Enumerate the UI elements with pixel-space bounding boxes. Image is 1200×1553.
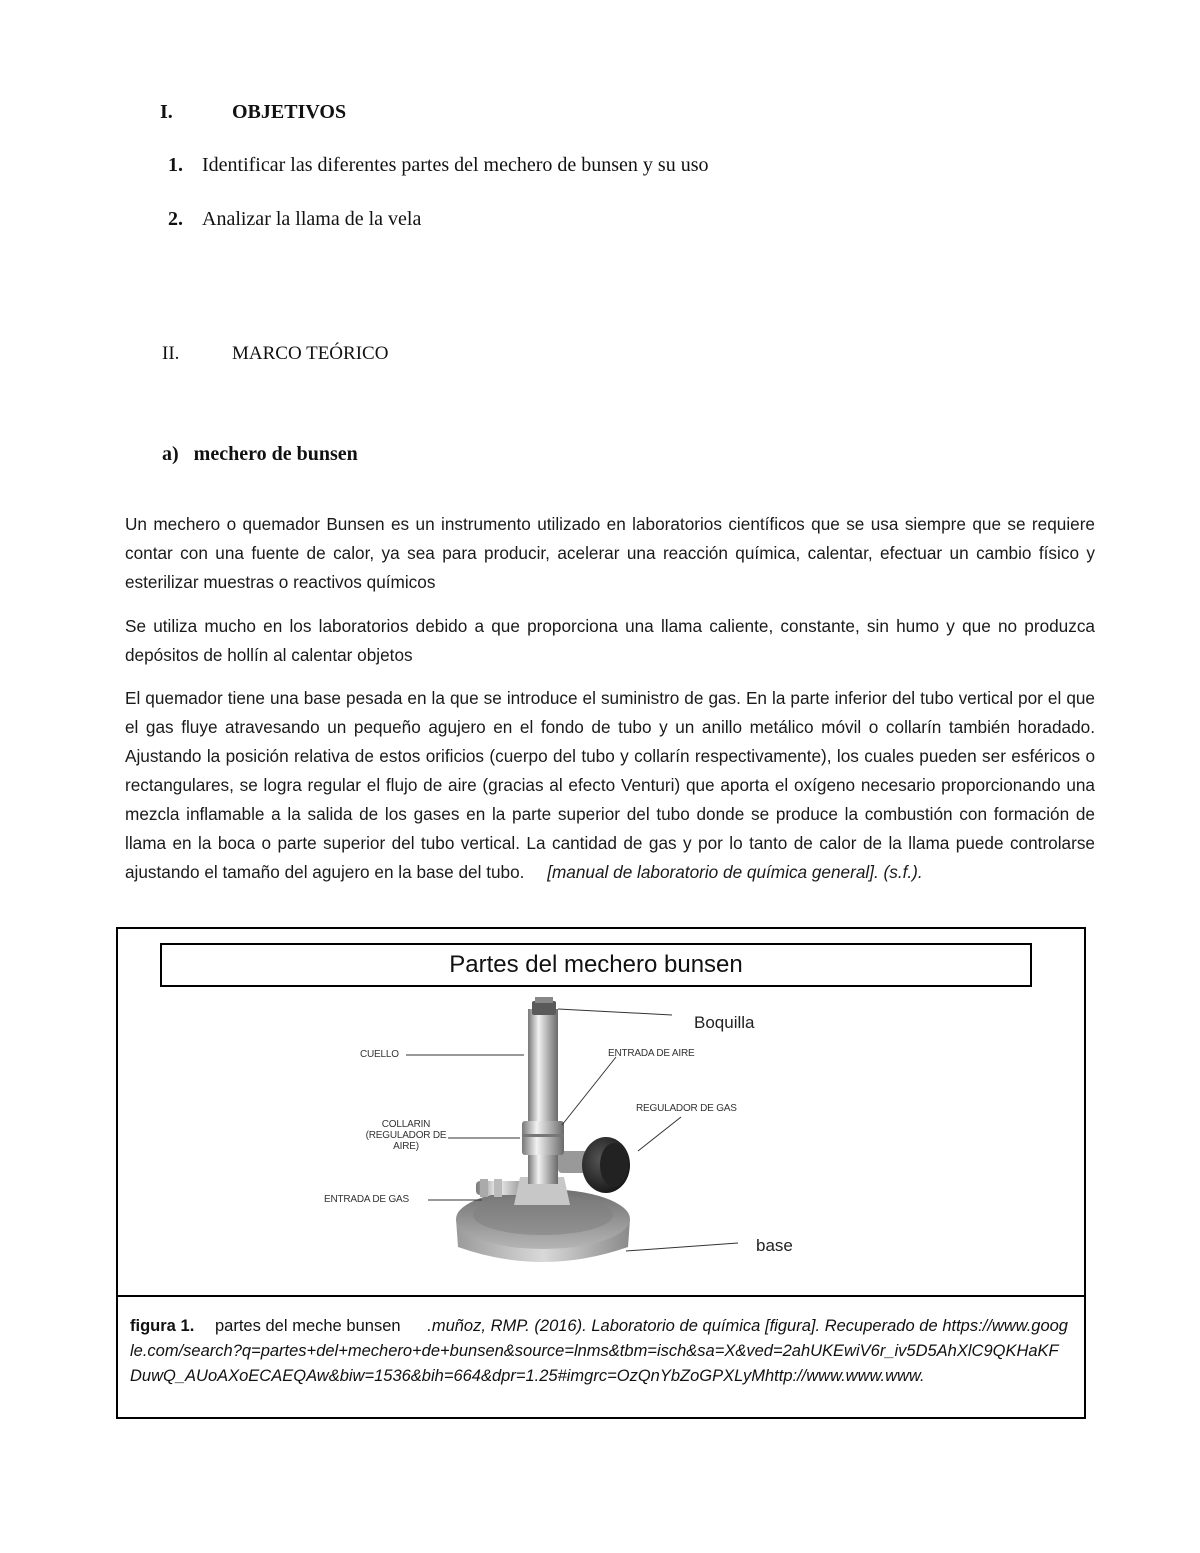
paragraph-1: Un mechero o quemador Bunsen es un instrumento utilizado en laboratorios científicos que se usa siempre que se requiere contar con una fuente de calor, ya sea para producir, acelerar una reacción química, calentar, efectuar un cambio físico y esterilizar muestras o reactivos químicos: [125, 514, 1095, 592]
objective-item: [168, 154, 708, 177]
caption-divider: [118, 1295, 1084, 1297]
label-collarin: [358, 1119, 454, 1152]
caption-reference: .muñoz, RMP. (2016). Laboratorio de química [figura]. Recuperado de https://www.google.com/search?q=partes+del+mechero+de+bunsen&source=lnms&tbm=isch&sa=X&ved=2ahUKEwiV6r_iv5D5AhXlC9QKHaKFDuwQ_AUoAXoECAEQAw&biw=1536&bih=664&dpr=1.25#imgrc=OzQnYbZoGPXLyMhttp://www.www.www.: [130, 1317, 1068, 1385]
section-2-numeral: II.: [162, 343, 180, 364]
label-cuello: CUELLO: [360, 1049, 399, 1060]
section-1-numeral: I.: [160, 101, 173, 123]
objective-item: [168, 208, 421, 231]
paragraph-3-citation: [manual de laboratorio de química general]. (s.f.).: [547, 862, 923, 882]
objective-number: 2.: [168, 208, 183, 230]
burner-tube: [522, 997, 564, 1184]
label-collarin-line1: COLLARIN: [381, 1119, 431, 1130]
label-boquilla: Boquilla: [694, 1013, 755, 1032]
objective-number: 1.: [168, 154, 183, 176]
figure-box: [116, 927, 1086, 1419]
objective-text: Analizar la llama de la vela: [202, 208, 422, 230]
subsection-title: mechero de bunsen: [193, 443, 358, 465]
label-entrada-aire: ENTRADA DE AIRE: [608, 1048, 695, 1059]
caption-label: figura 1.: [130, 1317, 195, 1335]
label-entrada-gas: ENTRADA DE GAS: [324, 1194, 409, 1205]
objective-text: Identificar las diferentes partes del mechero de bunsen y su uso: [202, 154, 709, 176]
label-regulador-gas: REGULADOR DE GAS: [636, 1103, 737, 1114]
subsection-heading: [162, 443, 358, 466]
figure-title: Partes del mechero bunsen: [160, 943, 1032, 987]
section-2-title: MARCO TEÓRICO: [232, 343, 389, 364]
caption-text: partes del meche bunsen: [214, 1317, 401, 1335]
figure-caption: [130, 1314, 1068, 1389]
paragraph-2: Se utiliza mucho en los laboratorios debido a que proporciona una llama caliente, constante, sin humo y que no produzca depósitos de hollín al calentar objetos: [125, 616, 1095, 665]
section-1-heading: [160, 101, 173, 124]
label-base: base: [756, 1236, 793, 1255]
paragraph-3-text: El quemador tiene una base pesada en la que se introduce el suministro de gas. En la parte inferior del tubo vertical por el que el gas fluye atravesando un pequeño agujero en el fondo de tubo y un anillo metálico móvil o collarín también horadado. Ajustando la posición relativa de estos orificios (cuerpo del tubo y collarín respectivamente), los cuales pueden ser esféricos o rectangulares, se logra regular el flujo de aire (gracias al efecto Venturi) que aporta el oxígeno necesario proporcionando una mezcla inflamable a la salida de los gases en la parte superior del tubo donde se produce la combustión con formación de llama en la boca o parte superior del tubo vertical. La cantidad de gas y por lo tanto de calor de la llama puede controlarse ajustando el tamaño del agujero en la base del tubo.: [125, 688, 1095, 882]
gas-regulator-knob: [558, 1137, 630, 1193]
subsection-letter: a): [162, 443, 179, 465]
section-1-title: OBJETIVOS: [232, 101, 347, 123]
label-collarin-line2: (REGULADOR DE AIRE): [365, 1130, 447, 1152]
paragraph-3: [125, 684, 1095, 887]
